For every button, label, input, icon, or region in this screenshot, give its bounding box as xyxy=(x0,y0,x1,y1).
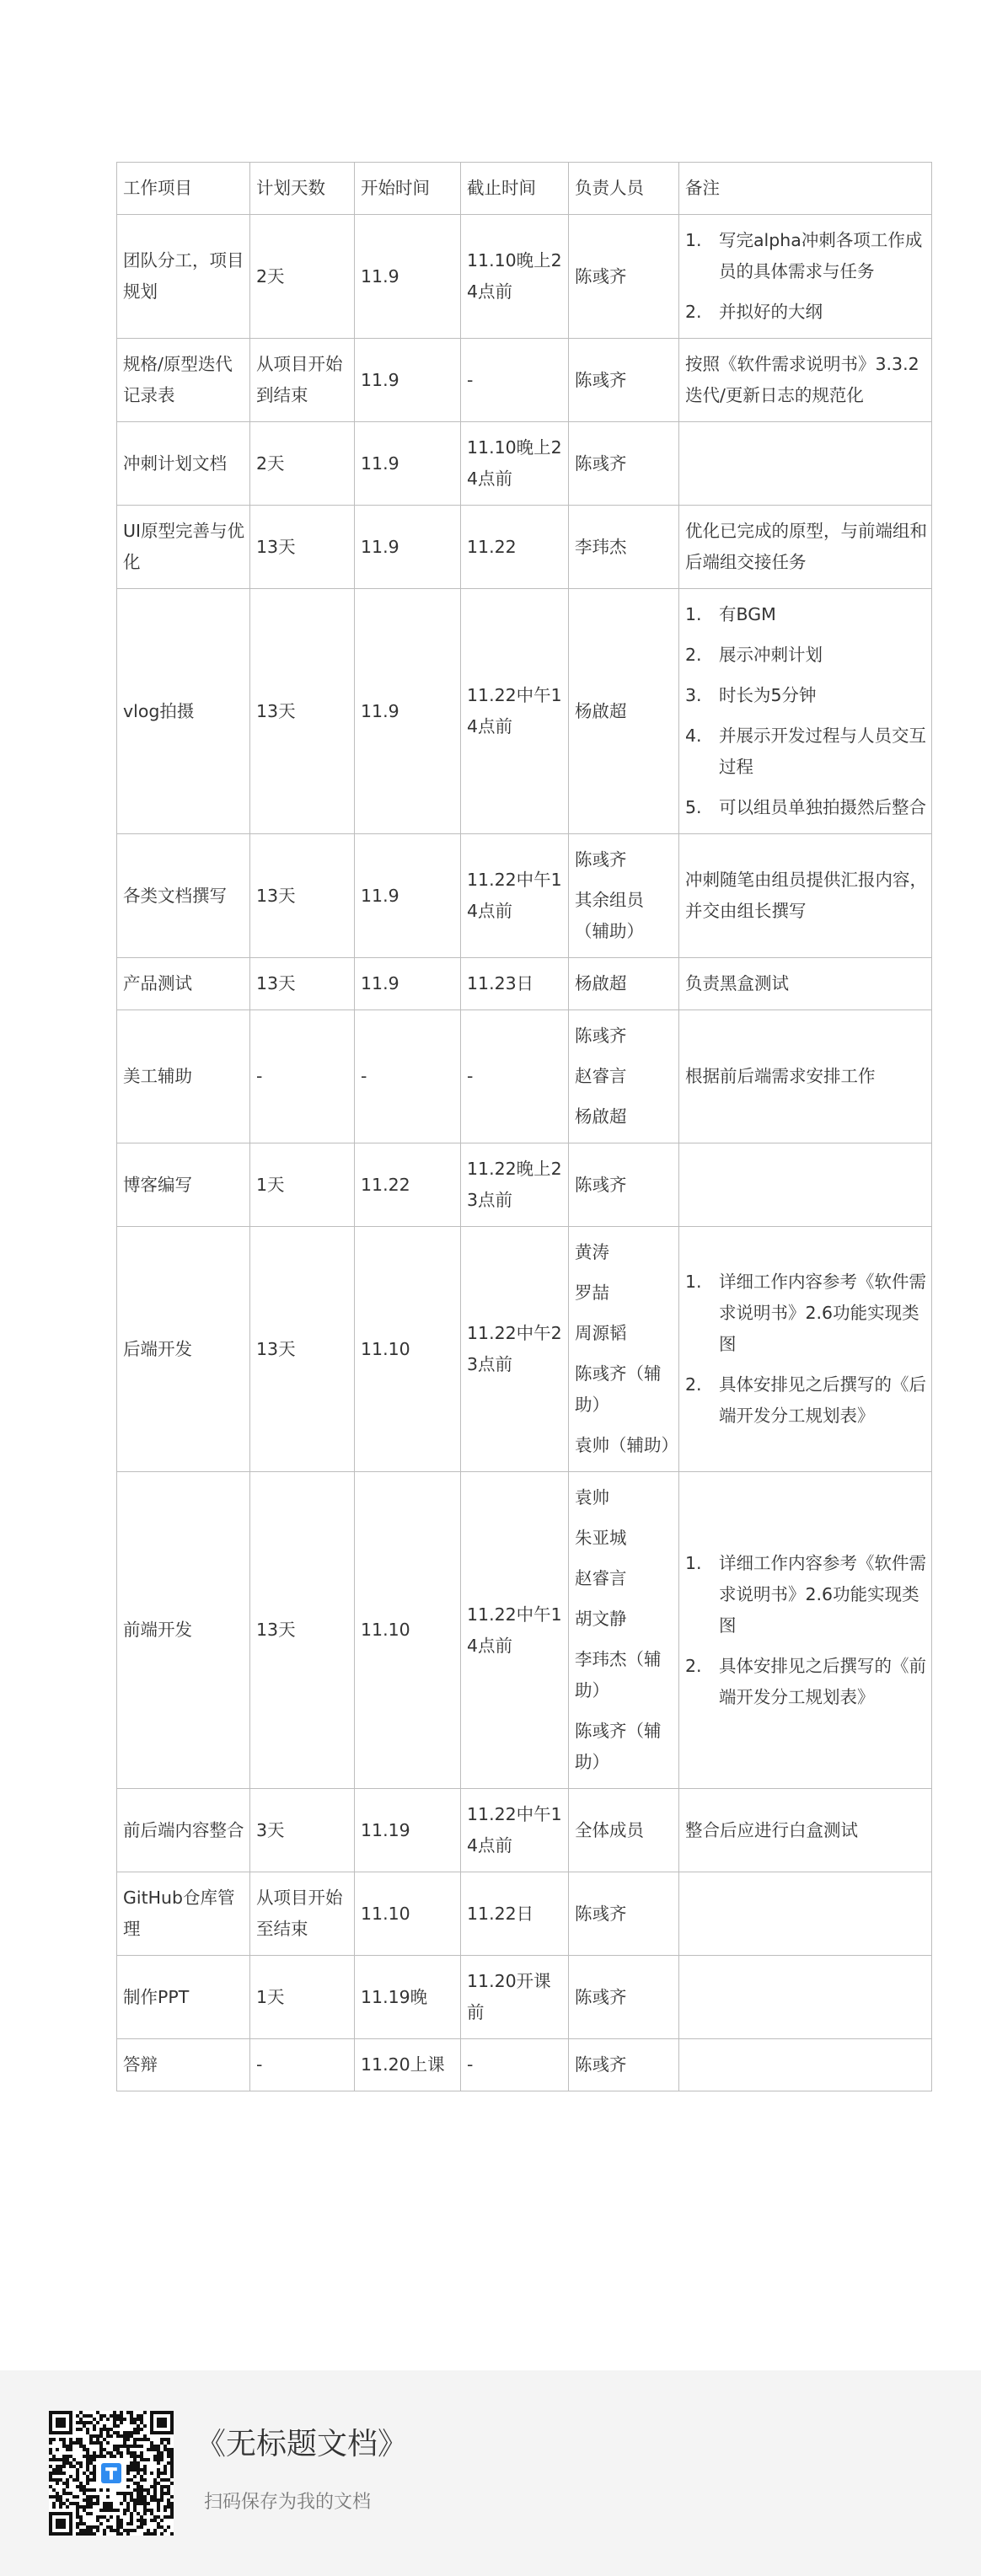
cell-planned-days: 2天 xyxy=(250,215,355,339)
owner-name: 胡文静 xyxy=(575,1609,627,1629)
notes-list-item xyxy=(685,297,928,328)
cell-owners xyxy=(569,958,679,1010)
cell-notes xyxy=(679,339,932,422)
cell-notes xyxy=(679,422,932,506)
note-text: 整合后应进行白盒测试 xyxy=(685,1819,858,1840)
list-number: 4. xyxy=(685,726,702,746)
owner-name: 陈彧齐 xyxy=(575,849,627,870)
cell-start-time: 11.10 xyxy=(355,1227,461,1472)
cell-planned-days: 3天 xyxy=(250,1789,355,1872)
notes-list-item xyxy=(685,225,928,287)
cell-owners xyxy=(569,1956,679,2039)
header-cell-start: 开始时间 xyxy=(355,163,461,215)
owner-name: 朱亚城 xyxy=(575,1528,627,1548)
cell-owners xyxy=(569,1472,679,1789)
table-row xyxy=(117,1227,932,1472)
cell-owners xyxy=(569,339,679,422)
owner-name: 赵睿言 xyxy=(575,1066,627,1086)
cell-start-time: 11.9 xyxy=(355,834,461,958)
cell-owners xyxy=(569,2039,679,2091)
table-row xyxy=(117,1472,932,1789)
table-row xyxy=(117,1143,932,1227)
owner-name: 陈彧齐 xyxy=(575,369,627,390)
owner-name: 陈彧齐（辅助） xyxy=(575,1363,662,1415)
list-number: 2. xyxy=(685,302,702,322)
cell-owners xyxy=(569,834,679,958)
save-document-footer xyxy=(0,2370,981,2576)
cell-start-time: 11.19 xyxy=(355,1789,461,1872)
owner-name: 赵睿言 xyxy=(575,1568,627,1588)
table-row xyxy=(117,1872,932,1956)
cell-end-time: - xyxy=(461,1010,569,1143)
cell-end-time: - xyxy=(461,339,569,422)
cell-planned-days: 13天 xyxy=(250,506,355,589)
note-text: 时长为5分钟 xyxy=(719,685,817,705)
notes-list-item xyxy=(685,1651,928,1713)
owner-name: 陈彧齐 xyxy=(575,2054,627,2075)
cell-planned-days: 13天 xyxy=(250,834,355,958)
notes-list xyxy=(685,1267,928,1432)
cell-start-time: 11.9 xyxy=(355,958,461,1010)
cell-owners xyxy=(569,506,679,589)
owner-name: 杨啟超 xyxy=(575,1106,627,1127)
owner-name: 陈彧齐（辅助） xyxy=(575,1721,662,1772)
list-number: 1. xyxy=(685,230,702,250)
table-row xyxy=(117,339,932,422)
table-row xyxy=(117,215,932,339)
cell-work-item: 前后端内容整合 xyxy=(117,1789,250,1872)
cell-work-item: UI原型完善与优化 xyxy=(117,506,250,589)
cell-start-time: 11.9 xyxy=(355,422,461,506)
list-number: 2. xyxy=(685,1655,702,1676)
note-text: 负责黑盒测试 xyxy=(685,973,789,993)
cell-end-time: 11.22中午14点前 xyxy=(461,1472,569,1789)
owner-name: 周源韬 xyxy=(575,1323,627,1343)
cell-notes xyxy=(679,1010,932,1143)
cell-start-time: 11.9 xyxy=(355,589,461,834)
cell-notes xyxy=(679,2039,932,2091)
cell-start-time: 11.19晚 xyxy=(355,1956,461,2039)
cell-planned-days: 1天 xyxy=(250,1143,355,1227)
cell-start-time: 11.22 xyxy=(355,1143,461,1227)
cell-end-time: - xyxy=(461,2039,569,2091)
cell-end-time: 11.22中午14点前 xyxy=(461,1789,569,1872)
cell-end-time: 11.22中午23点前 xyxy=(461,1227,569,1472)
cell-planned-days: - xyxy=(250,1010,355,1143)
cell-planned-days: 2天 xyxy=(250,422,355,506)
cell-notes xyxy=(679,1956,932,2039)
document-body xyxy=(116,162,932,2091)
notes-list-item xyxy=(685,792,928,823)
notes-list-item xyxy=(685,1548,928,1641)
owner-name: 陈彧齐 xyxy=(575,1174,627,1195)
note-text: 具体安排见之后撰写的《前端开发分工规划表》 xyxy=(719,1655,926,1707)
save-hint-text: 扫码保存为我的文档 xyxy=(204,2492,372,2513)
cell-end-time: 11.23日 xyxy=(461,958,569,1010)
note-text: 并拟好的大纲 xyxy=(719,302,823,322)
note-text: 具体安排见之后撰写的《后端开发分工规划表》 xyxy=(719,1374,926,1426)
list-number: 3. xyxy=(685,685,702,705)
qr-code-icon[interactable] xyxy=(49,2411,174,2536)
owner-name: 罗喆 xyxy=(575,1283,609,1303)
cell-planned-days: 从项目开始至结束 xyxy=(250,1872,355,1956)
notes-list xyxy=(685,225,928,328)
cell-owners xyxy=(569,1010,679,1143)
cell-notes xyxy=(679,958,932,1010)
owner-name: 陈彧齐 xyxy=(575,453,627,474)
list-number: 2. xyxy=(685,645,702,665)
owner-name: 其余组员（辅助） xyxy=(575,890,644,941)
cell-work-item: 各类文档撰写 xyxy=(117,834,250,958)
cell-end-time: 11.22日 xyxy=(461,1872,569,1956)
cell-work-item: 制作PPT xyxy=(117,1956,250,2039)
note-text: 优化已完成的原型，与前端组和后端组交接任务 xyxy=(685,521,927,572)
cell-work-item: GitHub仓库管理 xyxy=(117,1872,250,1956)
cell-end-time: 11.20开课前 xyxy=(461,1956,569,2039)
cell-planned-days: 13天 xyxy=(250,1472,355,1789)
cell-start-time: - xyxy=(355,1010,461,1143)
owner-name: 李玮杰 xyxy=(575,536,627,557)
owner-name: 陈彧齐 xyxy=(575,1986,627,2007)
document-title: 《无标题文档》 xyxy=(196,2427,409,2461)
table-row xyxy=(117,1789,932,1872)
notes-list-item xyxy=(685,720,928,783)
cell-notes xyxy=(679,506,932,589)
header-cell-item: 工作项目 xyxy=(117,163,250,215)
owner-name: 杨啟超 xyxy=(575,973,627,993)
plan-table-body xyxy=(117,163,932,2091)
note-text: 并展示开发过程与人员交互过程 xyxy=(719,726,926,777)
list-number: 5. xyxy=(685,797,702,817)
qr-code-graphic xyxy=(49,2411,174,2536)
owner-name: 全体成员 xyxy=(575,1819,644,1840)
cell-owners xyxy=(569,1872,679,1956)
cell-planned-days: 13天 xyxy=(250,958,355,1010)
cell-notes xyxy=(679,1143,932,1227)
cell-start-time: 11.10 xyxy=(355,1872,461,1956)
note-text: 详细工作内容参考《软件需求说明书》2.6功能实现类图 xyxy=(719,1272,926,1354)
header-cell-end: 截止时间 xyxy=(461,163,569,215)
cell-end-time: 11.22中午14点前 xyxy=(461,834,569,958)
cell-notes xyxy=(679,1227,932,1472)
cell-planned-days: 13天 xyxy=(250,1227,355,1472)
header-cell-notes: 备注 xyxy=(679,163,932,215)
owner-name: 杨啟超 xyxy=(575,700,627,721)
sprint-plan-table xyxy=(116,162,932,2091)
owner-name: 陈彧齐 xyxy=(575,1903,627,1924)
cell-start-time: 11.9 xyxy=(355,215,461,339)
cell-work-item: 答辩 xyxy=(117,2039,250,2091)
cell-notes xyxy=(679,1789,932,1872)
notes-list-item xyxy=(685,640,928,671)
note-text: 详细工作内容参考《软件需求说明书》2.6功能实现类图 xyxy=(719,1552,926,1636)
owner-name: 袁帅 xyxy=(575,1487,609,1508)
table-row xyxy=(117,506,932,589)
cell-notes xyxy=(679,589,932,834)
table-row xyxy=(117,2039,932,2091)
notes-list-item xyxy=(685,680,928,711)
cell-owners xyxy=(569,589,679,834)
cell-start-time: 11.20上课 xyxy=(355,2039,461,2091)
header-cell-owners: 负责人员 xyxy=(569,163,679,215)
notes-list-item xyxy=(685,1369,928,1432)
owner-name: 陈彧齐 xyxy=(575,265,627,287)
cell-notes xyxy=(679,1872,932,1956)
owner-name: 陈彧齐 xyxy=(575,1026,627,1046)
table-row xyxy=(117,834,932,958)
note-text: 有BGM xyxy=(719,604,776,624)
list-number: 1. xyxy=(685,1272,702,1292)
note-text: 根据前后端需求安排工作 xyxy=(685,1066,876,1086)
cell-owners xyxy=(569,1143,679,1227)
cell-work-item: vlog拍摄 xyxy=(117,589,250,834)
list-number: 1. xyxy=(685,604,702,624)
cell-owners xyxy=(569,1789,679,1872)
cell-start-time: 11.9 xyxy=(355,339,461,422)
header-cell-days: 计划天数 xyxy=(250,163,355,215)
cell-start-time: 11.9 xyxy=(355,506,461,589)
cell-work-item: 后端开发 xyxy=(117,1227,250,1472)
cell-planned-days: 从项目开始到结束 xyxy=(250,339,355,422)
cell-owners xyxy=(569,215,679,339)
table-row xyxy=(117,422,932,506)
notes-list xyxy=(685,1548,928,1713)
table-header-row xyxy=(117,163,932,215)
cell-owners xyxy=(569,422,679,506)
owner-name: 李玮杰（辅助） xyxy=(575,1649,662,1700)
list-number: 2. xyxy=(685,1374,702,1395)
cell-planned-days: 1天 xyxy=(250,1956,355,2039)
cell-end-time: 11.22晚上23点前 xyxy=(461,1143,569,1227)
list-number: 1. xyxy=(685,1552,702,1573)
owner-name: 黄涛 xyxy=(575,1242,609,1262)
table-row xyxy=(117,958,932,1010)
table-row xyxy=(117,1010,932,1143)
cell-planned-days: - xyxy=(250,2039,355,2091)
cell-end-time: 11.22中午14点前 xyxy=(461,589,569,834)
table-row xyxy=(117,589,932,834)
note-text: 展示冲刺计划 xyxy=(719,645,823,665)
cell-work-item: 博客编写 xyxy=(117,1143,250,1227)
cell-planned-days: 13天 xyxy=(250,589,355,834)
cell-notes xyxy=(679,215,932,339)
cell-work-item: 美工辅助 xyxy=(117,1010,250,1143)
note-text: 写完alpha冲刺各项工作成员的具体需求与任务 xyxy=(719,230,923,281)
cell-work-item: 前端开发 xyxy=(117,1472,250,1789)
cell-notes xyxy=(679,1472,932,1789)
cell-end-time: 11.22 xyxy=(461,506,569,589)
cell-work-item: 产品测试 xyxy=(117,958,250,1010)
cell-end-time: 11.10晚上24点前 xyxy=(461,422,569,506)
cell-owners xyxy=(569,1227,679,1472)
note-text: 可以组员单独拍摄然后整合 xyxy=(719,797,926,817)
cell-work-item: 团队分工，项目规划 xyxy=(117,215,250,339)
note-text: 冲刺随笔由组员提供汇报内容，并交由组长撰写 xyxy=(685,870,927,921)
notes-list xyxy=(685,599,928,823)
cell-work-item: 冲刺计划文档 xyxy=(117,422,250,506)
owner-name: 袁帅（辅助） xyxy=(575,1435,678,1455)
notes-list-item xyxy=(685,1267,928,1360)
cell-end-time: 11.10晚上24点前 xyxy=(461,215,569,339)
note-text: 按照《软件需求说明书》3.3.2迭代/更新日志的规范化 xyxy=(685,354,919,405)
cell-start-time: 11.10 xyxy=(355,1472,461,1789)
table-row xyxy=(117,1956,932,2039)
cell-notes xyxy=(679,834,932,958)
notes-list-item xyxy=(685,599,928,630)
cell-work-item: 规格/原型迭代记录表 xyxy=(117,339,250,422)
